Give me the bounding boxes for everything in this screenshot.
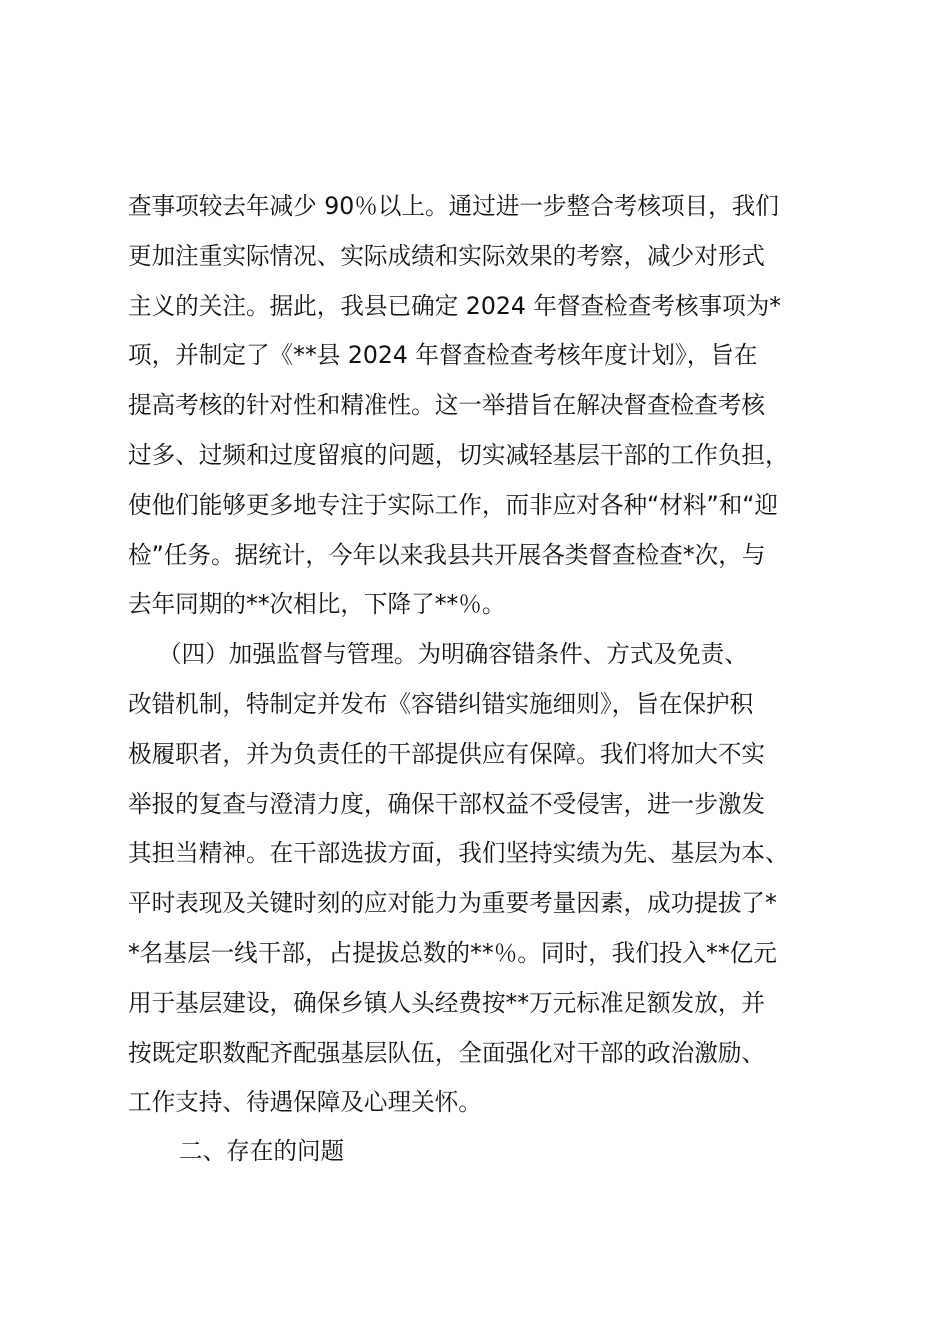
paragraph-2-line-1: （四）加强监督与管理。为明确容错条件、方式及免责、 xyxy=(128,640,748,669)
paragraph-1-line-6: 过多、过频和过度留痕的问题，切实减轻基层干部的工作负担， xyxy=(128,440,789,469)
paragraph-2-line-2: 改错机制，特制定并发布《容错纠错实施细则》，旨在保护积 xyxy=(128,689,754,718)
paragraph-2-line-4: 举报的复查与澄清力度，确保干部权益不受侵害，进一步激发 xyxy=(128,789,766,818)
paragraph-2-line-6: 平时表现及关键时刻的应对能力为重要考量因素，成功提拔了* xyxy=(128,889,777,918)
paragraph-2-line-3: 极履职者，并为负责任的干部提供应有保障。我们将加大不实 xyxy=(128,739,766,768)
paragraph-1-line-3: 主义的关注。据此，我县已确定 2024 年督查检查考核事项为* xyxy=(128,291,782,320)
section-heading: 二、存在的问题 xyxy=(179,1137,345,1165)
paragraph-2-line-5: 其担当精神。在干部选拔方面，我们坚持实绩为先、基层为本、 xyxy=(128,839,789,868)
paragraph-1-line-7: 使他们能够更多地专注于实际工作，而非应对各种“材料”和“迎 xyxy=(128,490,779,519)
paragraph-2-line-7: *名基层一线干部，占提拔总数的**％。同时，我们投入**亿元 xyxy=(128,938,777,967)
paragraph-2-line-10: 工作支持、待遇保障及心理关怀。 xyxy=(128,1088,482,1117)
paragraph-1-line-8: 检”任务。据统计，今年以来我县共开展各类督查检查*次，与 xyxy=(128,540,766,569)
paragraph-1-line-5: 提高考核的针对性和精准性。这一举措旨在解决督查检查考核 xyxy=(128,391,766,420)
body-text xyxy=(128,182,828,1128)
paragraph-1-line-4: 项，并制定了《**县 2024 年督查检查考核年度计划》，旨在 xyxy=(128,341,758,370)
paragraph-2-line-9: 按既定职数配齐配强基层队伍，全面强化对干部的政治激励、 xyxy=(128,1038,766,1067)
paragraph-1-line-9: 去年同期的**次相比，下降了**％。 xyxy=(128,590,506,619)
paragraph-2-line-8: 用于基层建设，确保乡镇人头经费按**万元标准足额发放，并 xyxy=(128,988,766,1017)
paragraph-1-line-2: 更加注重实际情况、实际成绩和实际效果的考察，减少对形式 xyxy=(128,241,766,270)
paragraph-1-line-1: 查事项较去年减少 90％以上。通过进一步整合考核项目，我们 xyxy=(128,192,779,220)
